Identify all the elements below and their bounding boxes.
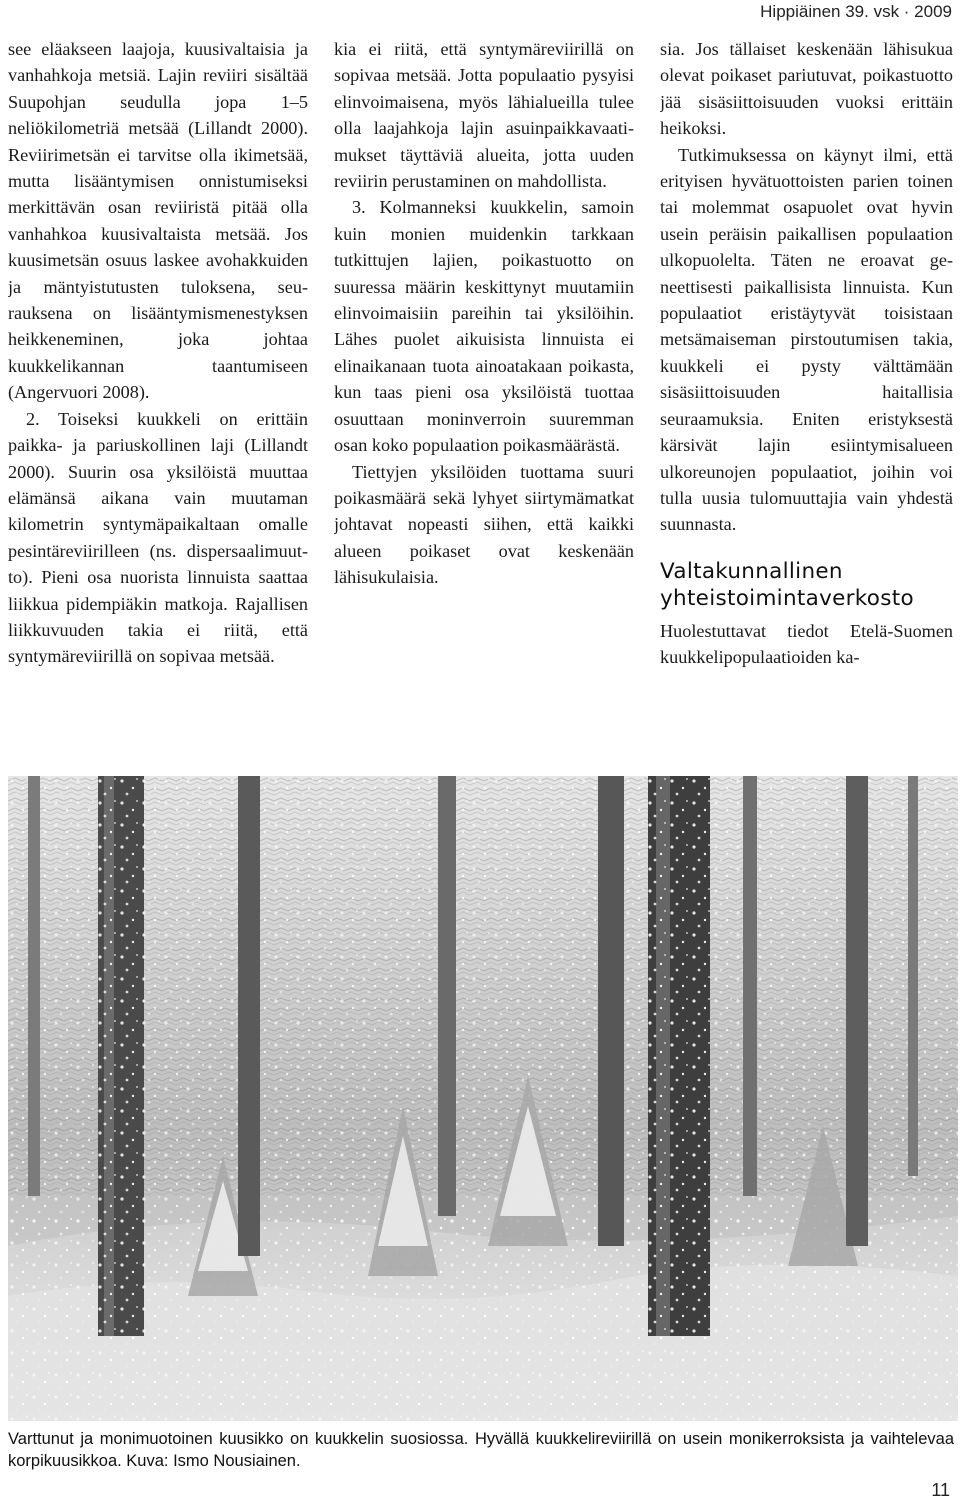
text-column-3 xyxy=(660,36,953,756)
text-column-1 xyxy=(8,36,308,756)
running-head: Hippiäinen 39. vsk · 2009 xyxy=(760,2,952,21)
paragraph: Tutkimuksessa on käynyt ilmi, että erityisen hyvätuottoisten parien toinen tai molemmat osapuolet ovat hyvin usein peräisin paikallisen populaation ulkopuolelta. Täten ne eroavat geneettisesti paikallisista linnuista. Kun populaatiot eristäytyvät toisistaan metsämaiseman pirstoutumisen takia, kuukkeli ei pysty välttämään sisäsiittoisuuden haitallisia seuraamuksia. Eniten eristyksestä kärsivät lajin esiintymisalueen ulkoreunojen populaatiot, joihin voi tulla uusia tulomuuttajia vain yhdestä suunnasta. xyxy=(660,144,953,535)
paragraph: kia ei riitä, että syntymäreviirillä on sopivaa metsää. Jotta populaatio pysyisi elinvoimaisena, myös lähialueilla tulee olla laajahkoja lajin asuinpaikkavaatimukset täyttäviä alueita, jotta uuden reviirin perustaminen on mahdollista. xyxy=(334,39,634,192)
section-heading: Valtakunnallinen yhteistoimintaverkosto xyxy=(660,558,914,611)
paragraph: Huolestuttavat tiedot Etelä-Suomen kuukkelipopulaatioiden ka- xyxy=(660,620,953,668)
paragraph: 2. Toiseksi kuukkeli on erittäin paikka- ja pariuskollinen laji (Lillandt 2000). Suurin osa yksilöistä muuttaa elämänsä aikana vain muutaman kilometrin syntymäpaikaltaan omalle pesintäreviirilleen (ns. dispersaalimuutto). Pieni osa nuorista linnuista saattaa liikkua pidempiäkin matkoja. Rajallisen liikkuvuuden takia ei riitä, että syntymäreviirillä on sopivaa metsää. xyxy=(8,408,308,667)
paragraph: sia. Jos tällaiset keskenään lähisukua olevat poikaset pariutuvat, poikastuotto jää sisäsiittoisuuden vuoksi erittäin heikoksi. xyxy=(660,39,953,139)
paragraph: Tiettyjen yksilöiden tuottama suuri poikasmäärä sekä lyhyet siirtymämatkat johtavat nopeasti siihen, että kaikki alueen poikaset ovat keskenään lähisukulaisia. xyxy=(334,461,634,588)
snowy-spruce-forest-photo xyxy=(8,776,958,1421)
paragraph: 3. Kolmanneksi kuukkelin, samoin kuin monien muidenkin tarkkaan tutkittujen lajien, poikastuotto on suuressa määrin keskittynyt muutamiin elinvoimaisiin pareihin tai yksilöihin. Lähes puolet aikuisista linnuista ei elinaikanaan tuota ainoatakaan poikasta, kun taas pieni osa yksilöistä tuottaa osuuttaan moninverroin suuremman osan koko populaation poikasmäärästä. xyxy=(334,197,634,456)
paragraph: see eläakseen laajoja, kuusivaltaisia ja vanhahkoja metsiä. Lajin reviiri sisältää Suupohjan seudulla jopa 1–5 neliökilometriä metsää (Lillandt 2000). Reviirimetsän ei tarvitse olla ikimetsää, mutta lisääntymisen onnistumiseksi merkittävän osan reviiristä pitää olla vanhahkoa kuusivaltaista metsää. Jos kuusimetsän osuus laskee avohakkuiden ja mäntyistutusten tuloksena, seurauksena on lisääntymismenestyksen heikkeneminen, joka johtaa kuukkelikannan taantumiseen (Angervuori 2008). xyxy=(8,39,308,403)
page-number: 11 xyxy=(931,1480,950,1500)
photo-caption: Varttunut ja monimuotoinen kuusikko on kuukkelin suosiossa. Hyvällä kuukkelireviirillä on usein monikerroksista ja vaihtelevaa korpikuusikkoa. Kuva: Ismo Nousiainen. xyxy=(8,1430,954,1470)
text-column-2 xyxy=(334,36,634,756)
